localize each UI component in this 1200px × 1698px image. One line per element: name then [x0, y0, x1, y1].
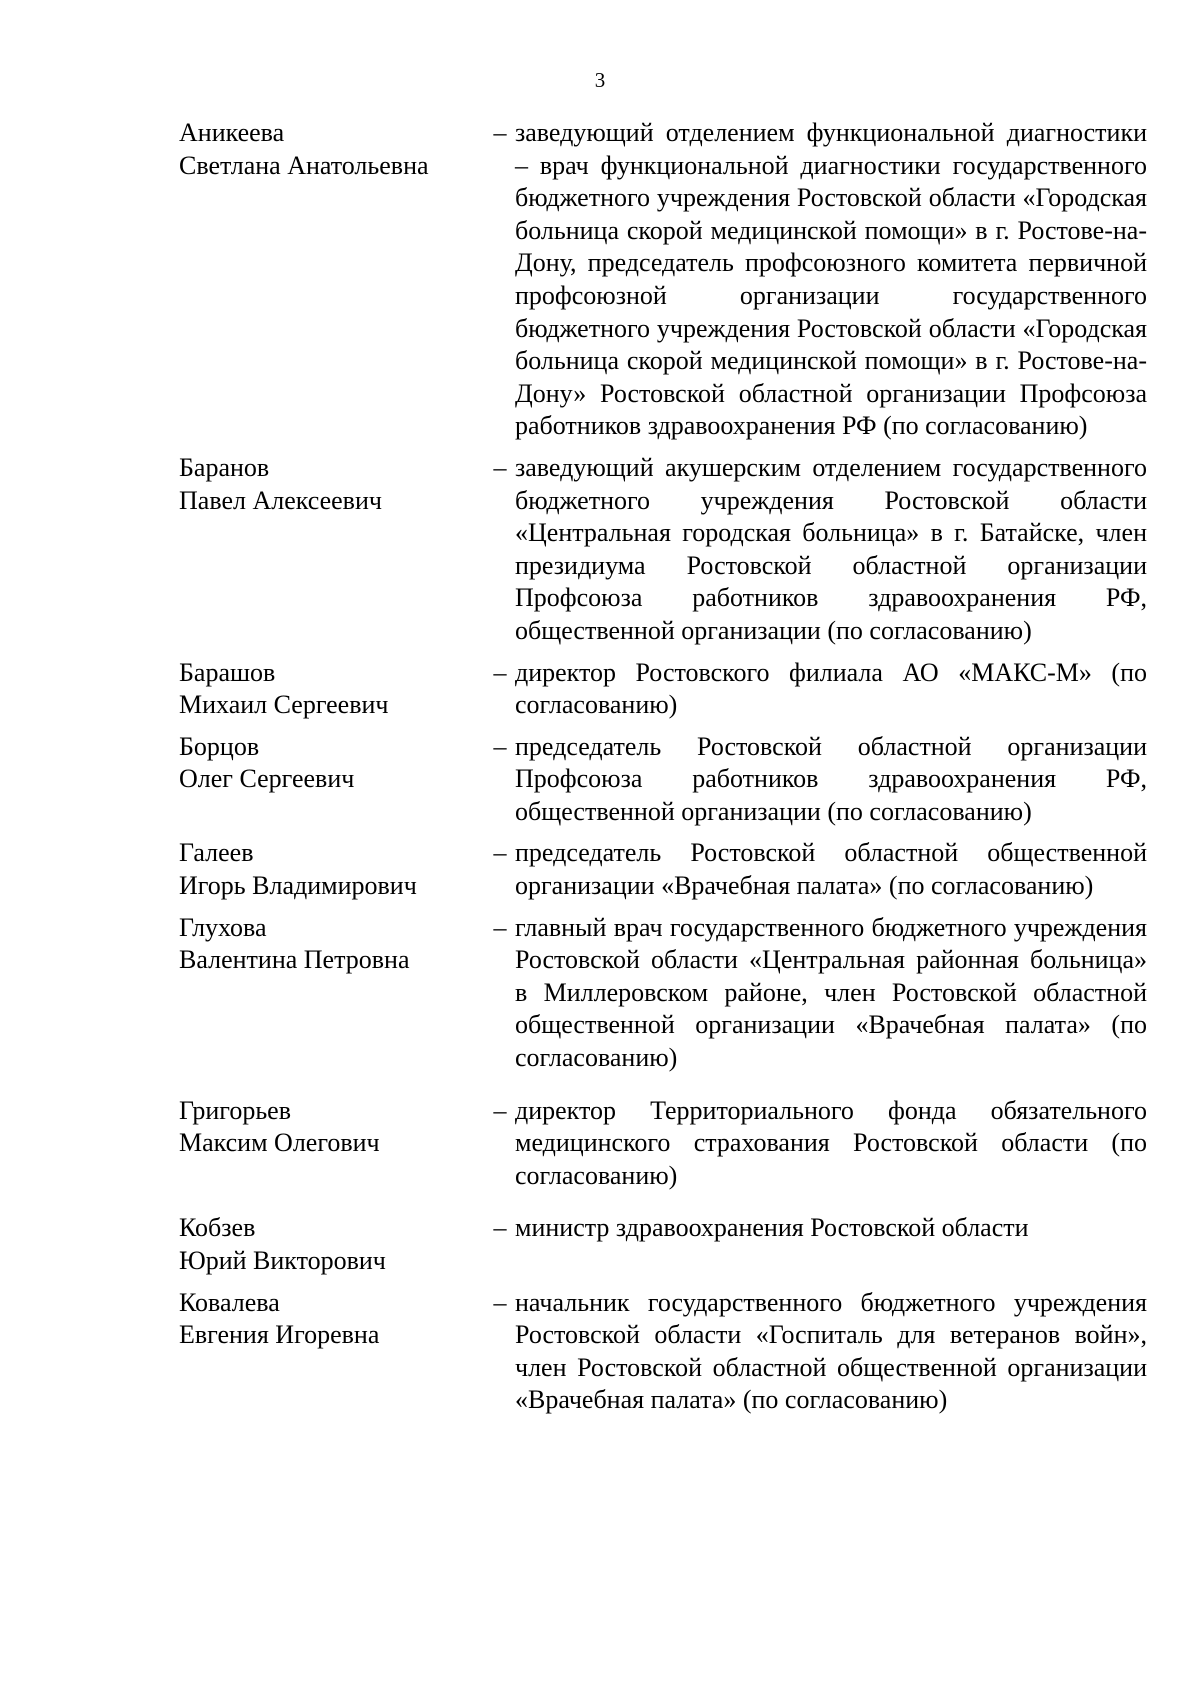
- member-role: директор Территориального фонда обязательного медицинского страхования Ростовской области (по согласованию): [515, 1095, 1147, 1190]
- separator-dash: –: [493, 657, 507, 687]
- member-name: [179, 1212, 485, 1277]
- member-entry: [179, 657, 1147, 722]
- member-role: председатель Ростовской областной организации Профсоюза работников здравоохранения РФ, общественной организации (по согласованию): [515, 731, 1147, 826]
- separator-dash: –: [493, 1213, 507, 1243]
- member-role: директор Ростовского филиала АО «МАКС-М» (по согласованию): [515, 657, 1147, 720]
- member-surname: Борцов: [179, 731, 260, 761]
- separator-dash: –: [493, 838, 507, 868]
- member-given-names: Юрий Викторович: [179, 1246, 386, 1275]
- member-entry: [179, 731, 1147, 829]
- member-surname: Галеев: [179, 838, 254, 868]
- member-given-names: Светлана Анатольевна: [179, 150, 429, 180]
- member-name: [179, 837, 485, 902]
- member-given-names: Олег Сергеевич: [179, 764, 355, 794]
- member-entry: [179, 837, 1147, 902]
- member-list: [179, 117, 1147, 1417]
- member-entry: [179, 452, 1147, 648]
- separator-dash: –: [493, 731, 507, 761]
- member-entry: [179, 1212, 1147, 1277]
- separator-dash: –: [493, 1095, 507, 1125]
- member-name: [179, 1095, 485, 1160]
- member-surname: Ковалева: [179, 1287, 280, 1317]
- member-given-names: Максим Олегович: [179, 1128, 380, 1158]
- member-role: начальник государственного бюджетного учреждения Ростовской области «Госпиталь для ветеранов войн», член Ростовской областной общественной организации «Врачебная палата» (по согласованию): [515, 1287, 1147, 1415]
- member-surname: Баранов: [179, 452, 270, 482]
- member-entry: [179, 1287, 1147, 1417]
- member-given-names: Михаил Сергеевич: [179, 690, 389, 720]
- member-name: [179, 117, 485, 182]
- member-name: [179, 1287, 485, 1352]
- member-name: [179, 912, 485, 977]
- separator-dash: –: [493, 452, 507, 482]
- member-surname: Барашов: [179, 657, 276, 687]
- member-name: [179, 657, 485, 722]
- member-entry: [179, 912, 1147, 1075]
- member-role: заведующий акушерским отделением государственного бюджетного учреждения Ростовской области «Центральная городская больница» в г. Батайске, член президиума Ростовской областной организации Профсоюза работников здравоохранения РФ, общественной организации (по согласованию): [515, 452, 1147, 645]
- page-number: 3: [594, 68, 606, 92]
- member-entry: [179, 117, 1147, 443]
- member-surname: Григорьев: [179, 1095, 291, 1125]
- member-name: [179, 731, 485, 796]
- member-surname: Аникеева: [179, 118, 285, 147]
- member-entry: [179, 1095, 1147, 1193]
- member-name: [179, 452, 485, 517]
- member-given-names: Евгения Игоревна: [179, 1320, 380, 1350]
- member-role: министр здравоохранения Ростовской области: [515, 1213, 1029, 1243]
- member-given-names: Валентина Петровна: [179, 945, 410, 975]
- separator-dash: –: [493, 912, 507, 942]
- separator-dash: –: [493, 118, 507, 147]
- member-role: главный врач государственного бюджетного учреждения Ростовской области «Центральная районная больница» в Миллеровском районе, член Ростовской областной общественной организации «Врачебная палата» (по согласованию): [515, 912, 1147, 1073]
- member-given-names: Павел Алексеевич: [179, 485, 382, 515]
- member-surname: Глухова: [179, 912, 267, 942]
- member-surname: Кобзев: [179, 1213, 256, 1243]
- member-role: заведующий отделением функциональной диагностики – врач функциональной диагностики государственного бюджетного учреждения Ростовской области «Городская больница скорой медицинской помощи» в г. Ростове-на-Дону, председатель профсоюзного комитета первичной профсоюзной организации государственного бюджетного учреждения Ростовской области «Городская больница скорой медицинской помощи» в г. Ростове-на-Дону» Ростовской областной организации Профсоюза работников здравоохранения РФ (по согласованию): [515, 118, 1147, 441]
- member-given-names: Игорь Владимирович: [179, 871, 417, 901]
- separator-dash: –: [493, 1287, 507, 1317]
- member-role: председатель Ростовской областной общественной организации «Врачебная палата» (по согласованию): [515, 838, 1147, 901]
